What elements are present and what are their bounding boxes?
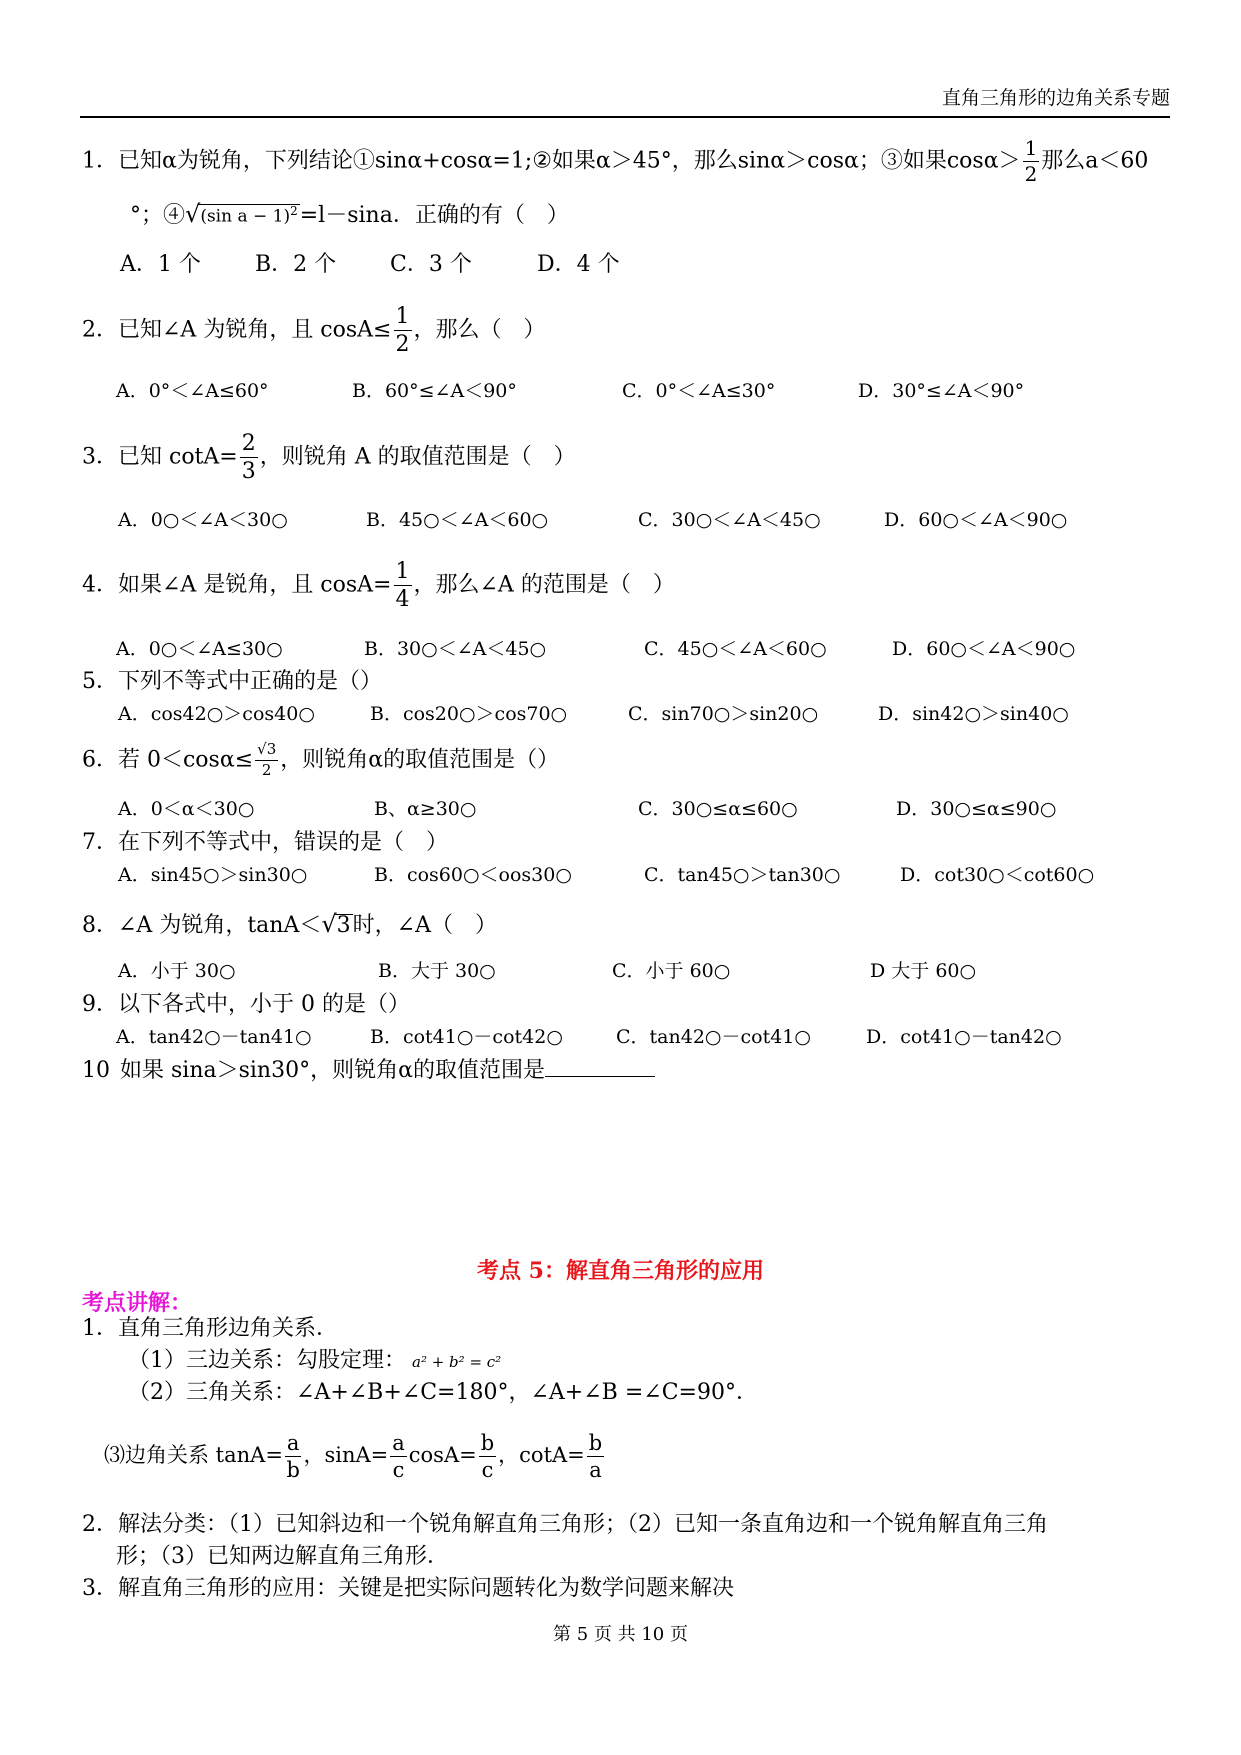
question-2 <box>82 305 546 356</box>
point-text: 解直角三角形的应用：关键是把实际问题转化为数学问题来解决 <box>118 1576 735 1601</box>
pythagorean-formula: a² + b² = c² <box>412 1353 502 1371</box>
q3-option-b: B．45○＜∠A＜60○ <box>366 509 549 531</box>
fraction <box>1023 138 1040 185</box>
sqrt-body <box>198 204 299 226</box>
point-1-sub-1 <box>128 1350 501 1372</box>
point-text: （1）三边关系：勾股定理： <box>128 1348 406 1373</box>
fraction-denominator: 2 <box>395 332 410 358</box>
question-1-line-1 <box>82 138 1148 185</box>
q2-option-d: D．30°≤∠A＜90° <box>858 380 1025 402</box>
fraction <box>285 1432 302 1481</box>
q6-option-a: A．0＜α＜30○ <box>118 798 255 820</box>
fraction-numerator: b <box>587 1432 604 1457</box>
q2-option-a: A．0°＜∠A≤60° <box>116 380 269 402</box>
q6-option-d: D．30○≤α≤90○ <box>896 798 1057 820</box>
point-text: ，cotA= <box>498 1443 585 1468</box>
point-number: 1． <box>82 1316 118 1341</box>
q5-option-b: B．cos20○＞cos70○ <box>370 703 568 725</box>
fraction-numerator: 2 <box>240 432 258 458</box>
fraction <box>390 1432 407 1481</box>
q2-option-b: B．60°≤∠A＜90° <box>352 380 517 402</box>
point-2-line-1 <box>82 1514 1048 1536</box>
question-6 <box>82 742 559 779</box>
question-text: 如果∠A 是锐角，且 cosA= <box>118 572 392 598</box>
fraction-numerator: b <box>479 1432 496 1457</box>
q3-option-c: C．30○＜∠A＜45○ <box>638 509 821 531</box>
question-number: 6． <box>82 747 118 773</box>
question-text: 在下列不等式中，错误的是（ ） <box>118 830 449 855</box>
fraction <box>479 1432 496 1481</box>
fraction-denominator: c <box>481 1458 494 1483</box>
point-2-line-2: 形；（3）已知两边解直角三角形． <box>116 1544 449 1569</box>
question-number: 1． <box>82 148 118 174</box>
q7-option-c: C．tan45○＞tan30○ <box>644 864 841 886</box>
fraction-denominator: a <box>589 1458 602 1483</box>
question-text: 那么a＜60 <box>1041 148 1149 174</box>
q3-option-a: A．0○＜∠A＜30○ <box>118 509 288 531</box>
q4-option-d: D．60○＜∠A＜90○ <box>892 638 1076 660</box>
q5-option-a: A．cos42○＞cos40○ <box>118 703 315 725</box>
q2-option-c: C．0°＜∠A≤30° <box>622 380 776 402</box>
question-number: 3． <box>82 444 118 470</box>
fraction-denominator: 2 <box>1024 162 1038 186</box>
question-text: 已知 cotA= <box>118 444 238 470</box>
question-text: 时，∠A（ ） <box>352 913 497 938</box>
question-text: 已知α为锐角，下列结论①sinα+cosα=1;②如果α＞45°，那么sinα＞cosα；③如果cosα＞ <box>118 148 1021 174</box>
q6-option-c: C．30○≤α≤60○ <box>638 798 798 820</box>
point-number: 2． <box>82 1512 118 1537</box>
question-8 <box>82 912 497 937</box>
q4-option-a: A．0○＜∠A≤30○ <box>116 638 283 660</box>
question-1-line-2 <box>130 202 569 227</box>
question-4 <box>82 560 675 611</box>
question-text: ，那么∠A 的范围是（ ） <box>413 572 675 598</box>
fraction <box>255 742 278 779</box>
q1-option-b: B．2 个 <box>255 252 337 277</box>
question-7 <box>82 832 448 854</box>
question-text: 已知∠A 为锐角，且 cosA≤ <box>118 317 392 343</box>
point-text: cosA= <box>408 1443 477 1468</box>
fraction-denominator: b <box>286 1458 300 1483</box>
question-text: °；④ <box>130 203 186 228</box>
fraction <box>240 432 258 483</box>
fraction <box>394 560 412 611</box>
exponent: 2 <box>290 204 298 219</box>
fraction-numerator: 1 <box>1024 136 1038 160</box>
fraction <box>394 305 412 356</box>
question-text: =l－sina．正确的有（ ） <box>299 203 569 228</box>
fraction-numerator: a <box>390 1432 407 1457</box>
point-1-sub-2: （2）三角关系：∠A+∠B+∠C=180°，∠A+∠B =∠C=90°． <box>128 1380 758 1405</box>
question-text: 如果 sina＞sin30°，则锐角α的取值范围是 <box>120 1058 545 1083</box>
point-1-sub-3 <box>104 1432 606 1481</box>
question-10 <box>82 1058 655 1082</box>
q8-option-b: B．大于 30○ <box>378 960 496 982</box>
sqrt-content: 3 <box>336 913 351 938</box>
answer-blank <box>545 1058 655 1077</box>
sqrt-icon: √ <box>321 910 337 938</box>
q5-option-c: C．sin70○＞sin20○ <box>628 703 819 725</box>
fraction-denominator: 3 <box>241 459 256 485</box>
point-text: ⑶边角关系 tanA= <box>104 1443 283 1468</box>
q9-option-b: B．cot41○－cot42○ <box>370 1026 563 1048</box>
question-text: ，那么（ ） <box>413 317 546 343</box>
question-number: 7． <box>82 830 118 855</box>
page-footer: 第 5 页 共 10 页 <box>553 1624 688 1645</box>
section-subtitle: 考点讲解： <box>82 1290 193 1316</box>
q8-option-a: A．小于 30○ <box>118 960 236 982</box>
section-title: 考点 5：解直角三角形的应用 <box>477 1258 764 1284</box>
q1-option-d: D．4 个 <box>537 252 620 277</box>
question-3 <box>82 432 576 483</box>
sqrt-icon: √ <box>185 200 201 228</box>
page-header <box>80 86 1170 118</box>
question-5 <box>82 671 382 693</box>
fraction-numerator: 1 <box>394 305 412 331</box>
q9-option-c: C．tan42○－cot41○ <box>616 1026 811 1048</box>
question-text: ，则锐角 A 的取值范围是（ ） <box>259 444 576 470</box>
question-text: 下列不等式中正确的是（） <box>118 669 383 694</box>
point-1 <box>82 1318 338 1340</box>
fraction-denominator: 4 <box>395 587 410 613</box>
point-number: 3． <box>82 1576 118 1601</box>
q3-option-d: D．60○＜∠A＜90○ <box>884 509 1068 531</box>
fraction-denominator: 2 <box>261 760 272 779</box>
fraction-numerator: a <box>285 1432 302 1457</box>
q9-option-d: D．cot41○－tan42○ <box>866 1026 1062 1048</box>
question-number: 2． <box>82 317 118 343</box>
point-text: 直角三角形边角关系． <box>118 1316 339 1341</box>
question-number: 5． <box>82 669 118 694</box>
q1-option-a: A．1 个 <box>120 252 201 277</box>
q8-option-c: C．小于 60○ <box>612 960 731 982</box>
q7-option-d: D．cot30○＜cot60○ <box>900 864 1095 886</box>
point-text: ，sinA= <box>303 1443 389 1468</box>
point-3 <box>82 1578 734 1600</box>
question-text: ，则锐角α的取值范围是（） <box>280 747 560 773</box>
point-text: 解法分类：（1）已知斜边和一个锐角解直角三角形；（2）已知一条直角边和一个锐角解直角三角 <box>118 1512 1048 1537</box>
question-number: 10 <box>82 1058 110 1083</box>
q7-option-b: B．cos60○＜oos30○ <box>374 864 572 886</box>
question-number: 8． <box>82 913 118 938</box>
q4-option-b: B．30○＜∠A＜45○ <box>364 638 547 660</box>
q6-option-b: B、α≥30○ <box>374 798 477 820</box>
question-text: 若 0＜cosα≤ <box>118 747 254 773</box>
q7-option-a: A．sin45○＞sin30○ <box>118 864 308 886</box>
q4-option-c: C．45○＜∠A＜60○ <box>644 638 827 660</box>
question-text: ∠A 为锐角，tanA＜ <box>118 913 322 938</box>
fraction-numerator: √3 <box>255 742 278 761</box>
header-title: 直角三角形的边角关系专题 <box>941 87 1170 109</box>
fraction-denominator: c <box>392 1458 405 1483</box>
q9-option-a: A．tan42○－tan41○ <box>116 1026 312 1048</box>
question-number: 9． <box>82 992 118 1017</box>
question-9 <box>82 994 410 1016</box>
question-text: 以下各式中，小于 0 的是（） <box>118 992 410 1017</box>
q1-option-c: C．3 个 <box>390 252 472 277</box>
q5-option-d: D．sin42○＞sin40○ <box>878 703 1069 725</box>
sqrt-content: (sin a − 1) <box>200 207 291 227</box>
q8-option-d: D 大于 60○ <box>870 960 977 982</box>
fraction-numerator: 1 <box>394 560 412 586</box>
question-number: 4． <box>82 572 118 598</box>
fraction <box>587 1432 604 1481</box>
